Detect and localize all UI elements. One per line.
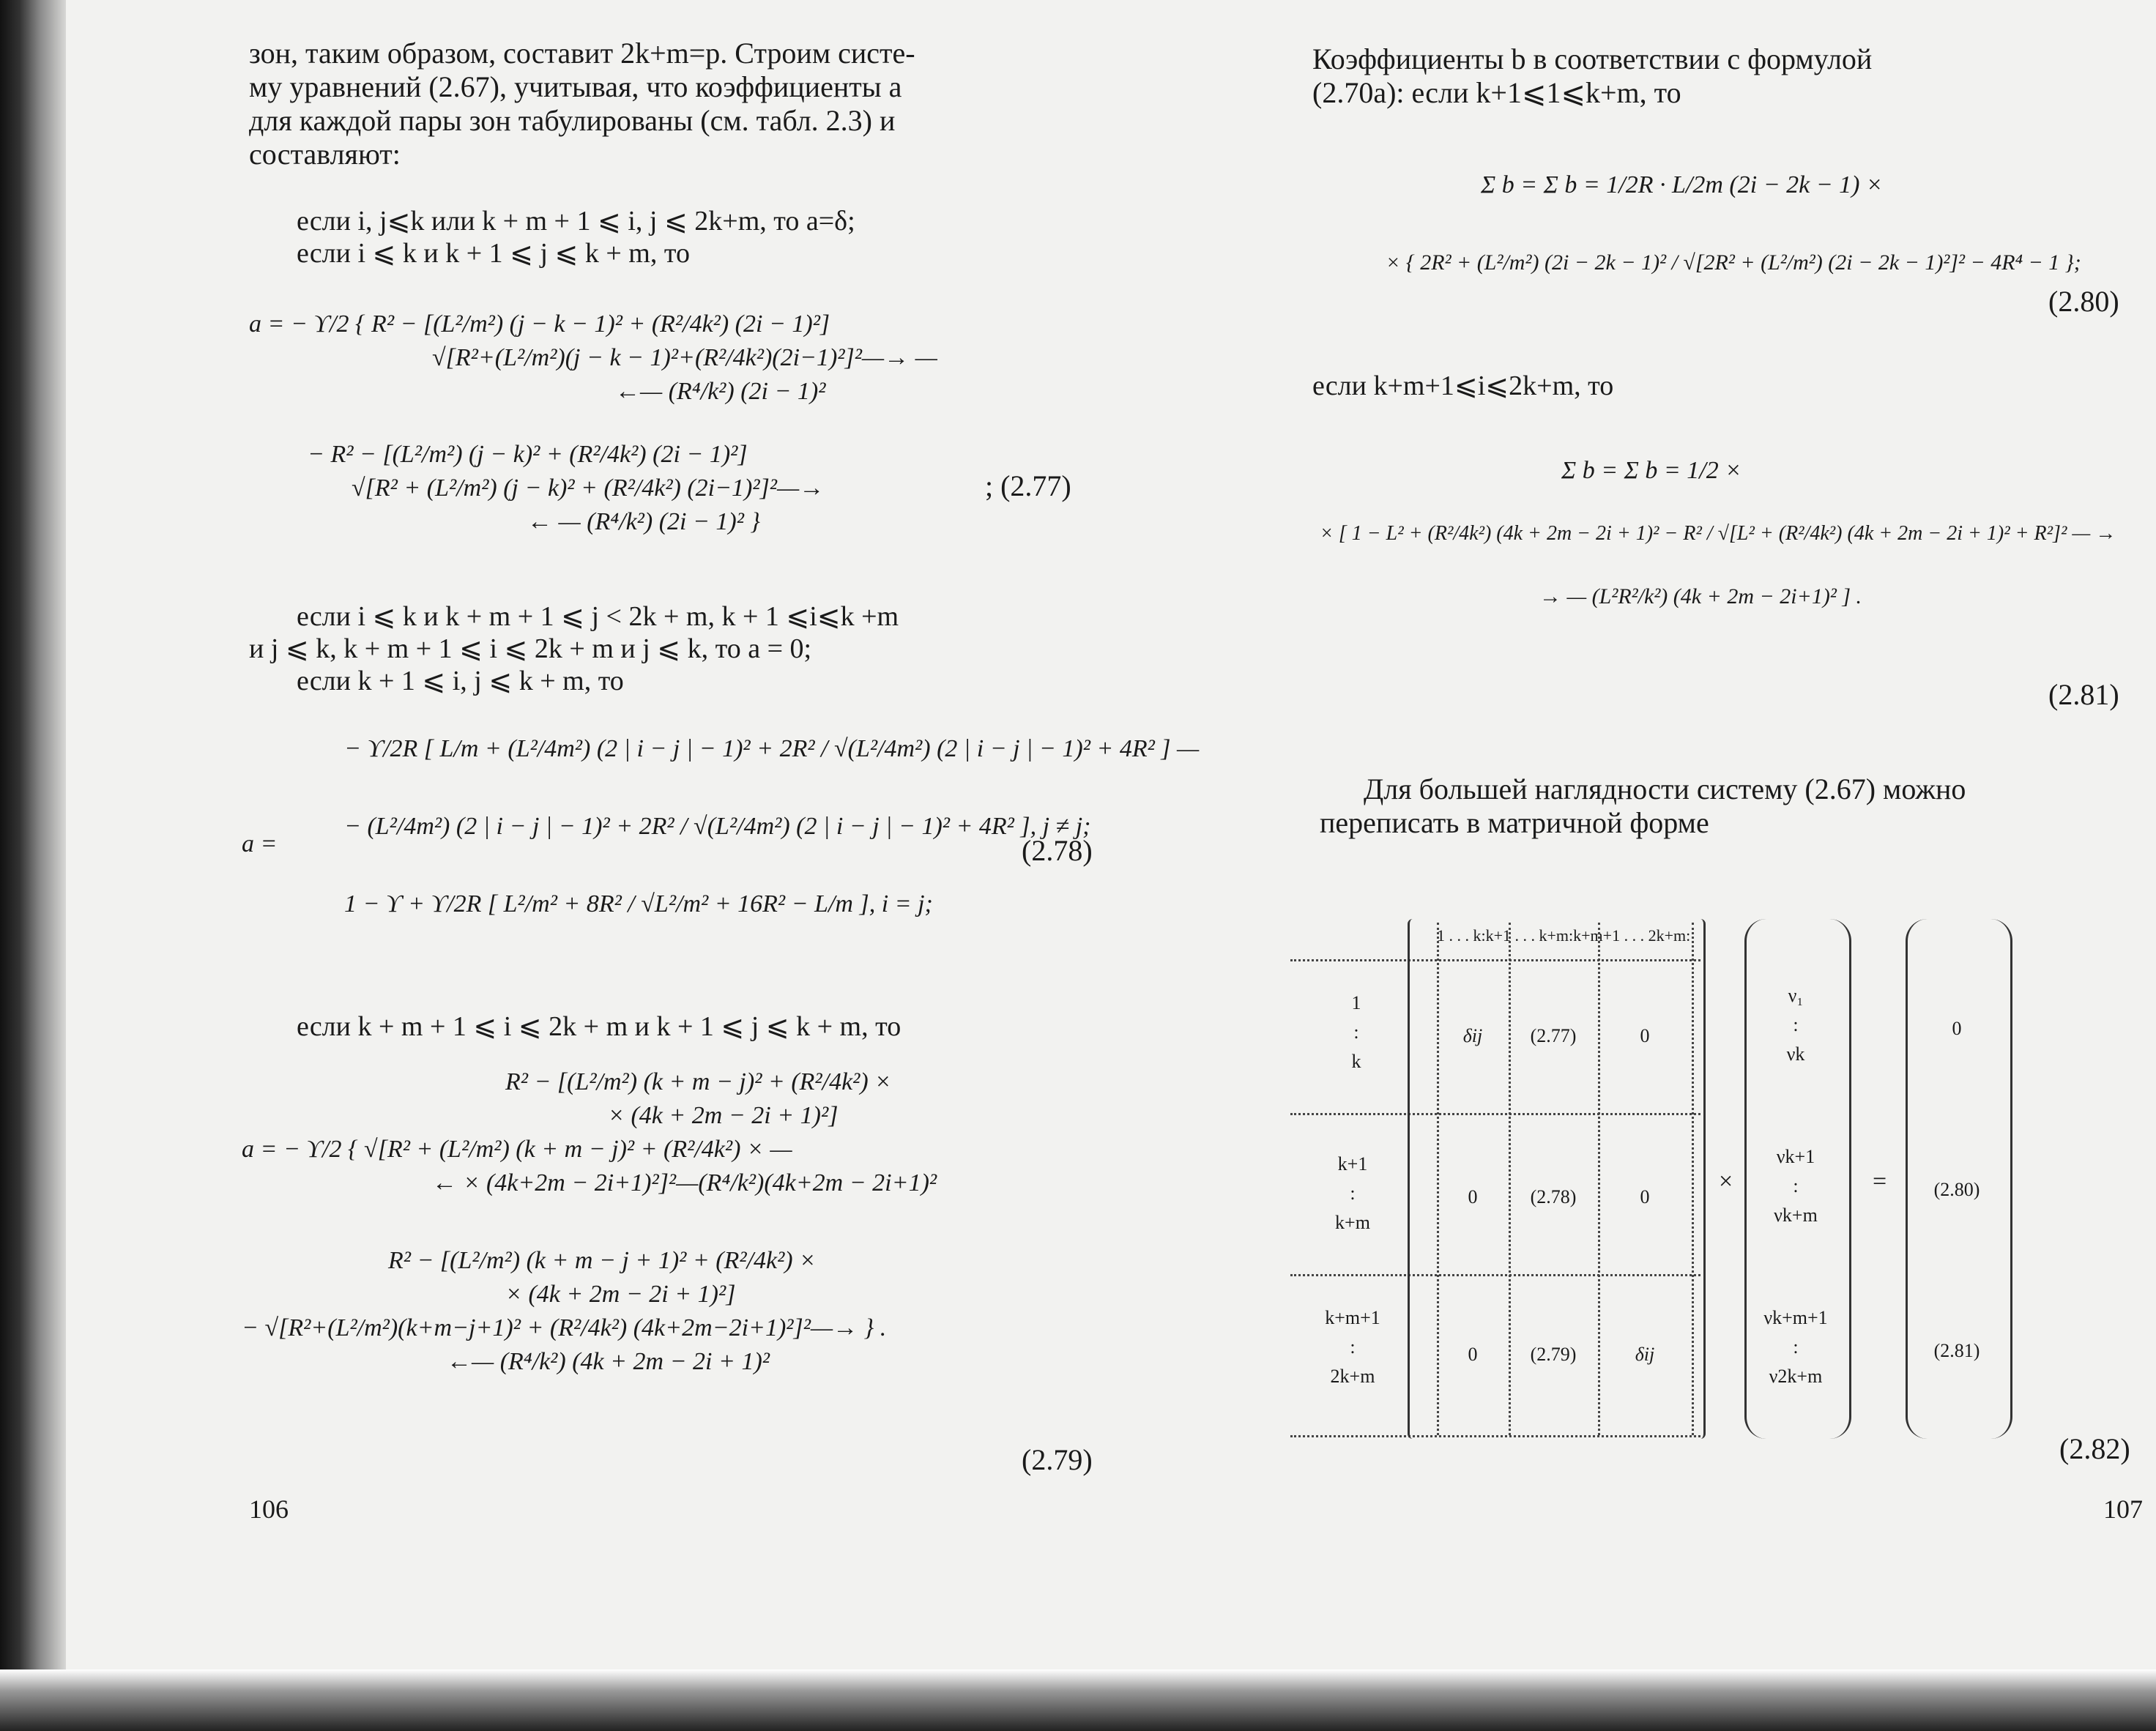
equation-line: Σ b = Σ b = 1/2 × bbox=[1561, 457, 1742, 484]
vector-entry: : bbox=[1793, 1014, 1799, 1035]
equation-line: ← — (R⁴/k²) (2i − 1)² } bbox=[527, 508, 761, 535]
matrix-row-label bbox=[1312, 1303, 1393, 1391]
equation-2-81 bbox=[1320, 454, 2116, 614]
vector-entry: : bbox=[1793, 1336, 1799, 1358]
matrix-divider bbox=[1290, 1274, 1700, 1276]
vector-entry: : bbox=[1793, 1175, 1799, 1196]
equation-line: × (4k + 2m − 2i + 1)²] bbox=[505, 1281, 736, 1308]
equation-lhs: a = bbox=[242, 830, 278, 857]
right-page bbox=[1078, 0, 2156, 1731]
rhs-entry: (2.81) bbox=[1933, 1340, 1980, 1361]
equation-line: × (4k + 2m − 2i + 1)²] bbox=[608, 1102, 839, 1129]
matrix-left-paren bbox=[1408, 919, 1413, 1439]
equation-number-2-82: (2.82) bbox=[2059, 1432, 2130, 1465]
matrix-cell: δij bbox=[1635, 1344, 1655, 1365]
equation-line: √[R² + (L²/m²) (j − k)² + (R²/4k²) (2i−1)²]²—→ bbox=[352, 474, 825, 502]
matrix-row-label bbox=[1334, 989, 1378, 1076]
condition-line: если k + 1 ⩽ i, j ⩽ k + m, то bbox=[297, 666, 624, 696]
equation-line: a = − ϒ/2 { √[R² + (L²/m²) (k + m − j)² + (R²/4k²) × — bbox=[242, 1136, 792, 1163]
left-intro-line: зон, таким образом, составит 2k+m=p. Строим систе- bbox=[249, 37, 915, 70]
matrix-right-paren bbox=[1700, 919, 1706, 1439]
equals-sign: = bbox=[1873, 1168, 1887, 1195]
equation-2-80 bbox=[1386, 168, 2081, 280]
equation-line: ←— (R⁴/k²) (4k + 2m − 2i + 1)² bbox=[447, 1348, 770, 1375]
condition-block-1 bbox=[297, 205, 855, 269]
equation-line: × { 2R² + (L²/m²) (2i − 2k − 1)² / √[2R² + (L²/m²) (2i − 2k − 1)²]² − 4R⁴ − 1 }; bbox=[1386, 250, 2081, 275]
equation-line: → — (L²R²/k²) (4k + 2m − 2i+1)² ] . bbox=[1539, 584, 1862, 608]
vector-entry: ν2k+m bbox=[1769, 1366, 1823, 1387]
equation-number-2-78: (2.78) bbox=[1022, 834, 1093, 867]
matrix-row-label bbox=[1320, 1150, 1386, 1237]
condition-block-3: если k + m + 1 ⩽ i ⩽ 2k + m и k + 1 ⩽ j ⩽ k + m, то bbox=[297, 1011, 902, 1042]
right-intro-line: Коэффициенты b в соответствии с формулой bbox=[1312, 42, 1873, 75]
equation-line: − √[R²+(L²/m²)(k+m−j+1)² + (R²/4k²) (4k+2m−2i+1)²]²—→ } . bbox=[242, 1314, 887, 1341]
row-label-text: 1 bbox=[1351, 992, 1361, 1013]
matrix-equation-2-82 bbox=[1290, 915, 2133, 1442]
equation-number-2-79: (2.79) bbox=[1022, 1443, 1093, 1476]
left-intro-line: для каждой пары зон табулированы (см. табл. 2.3) и bbox=[249, 104, 896, 137]
equation-line: ← × (4k+2m − 2i+1)²]²—(R⁴/k²)(4k+2m − 2i+1)² bbox=[432, 1169, 937, 1196]
row-label-text: k+1 bbox=[1337, 1153, 1368, 1175]
equation-line: − (L²/4m²) (2 | i − j | − 1)² + 2R² / √(L²/4m²) (2 | i − j | − 1)² + 4R² ], j ≠ j; bbox=[344, 813, 1091, 840]
condition-line: и j ⩽ k, k + m + 1 ⩽ i ⩽ 2k + m и j ⩽ k, то a = 0; bbox=[249, 633, 812, 664]
matrix-cell: (2.77) bbox=[1530, 1025, 1577, 1046]
condition-line: если i, j⩽k или k + m + 1 ⩽ i, j ⩽ 2k+m, то a=δ; bbox=[297, 206, 855, 237]
row-label-text: 2k+m bbox=[1330, 1366, 1375, 1387]
condition-line: если i ⩽ k и k + m + 1 ⩽ j < 2k + m, k + 1 ⩽i⩽k +m bbox=[297, 601, 899, 632]
equation-number-2-81: (2.81) bbox=[2048, 678, 2119, 711]
equation-2-78 bbox=[242, 732, 1199, 921]
vector-entry: νk+m bbox=[1774, 1205, 1818, 1226]
matrix-cell: 0 bbox=[1468, 1186, 1478, 1207]
vector-entry: νk+m+1 bbox=[1763, 1307, 1828, 1328]
equation-2-79 bbox=[242, 1065, 937, 1379]
matrix-cell: 0 bbox=[1640, 1186, 1650, 1207]
vector-entry-group bbox=[1744, 1142, 1847, 1230]
times-sign: × bbox=[1719, 1168, 1733, 1195]
matrix-cell: (2.78) bbox=[1530, 1186, 1577, 1207]
paragraph-line: Для большей наглядности систему (2.67) можно bbox=[1364, 773, 1966, 805]
matrix-cell: 0 bbox=[1640, 1025, 1650, 1046]
equation-line: a = − ϒ/2 { R² − [(L²/m²) (j − k − 1)² + (R²/4k²) (2i − 1)²] bbox=[249, 310, 830, 338]
row-label-text: k+m bbox=[1335, 1212, 1370, 1233]
rhs-entry: 0 bbox=[1952, 1018, 1962, 1039]
page-number-right: 107 bbox=[2103, 1494, 2143, 1524]
matrix-divider bbox=[1290, 1435, 1700, 1437]
equation-line: R² − [(L²/m²) (k + m − j + 1)² + (R²/4k²) × bbox=[388, 1247, 817, 1274]
equation-2-77 bbox=[249, 308, 937, 539]
vector-entry: νk bbox=[1786, 1043, 1805, 1065]
equation-line: − ϒ/2R [ L/m + (L²/4m²) (2 | i − j | − 1)² + 2R² / √(L²/4m²) (2 | i − j | − 1)² + 4R² ] — bbox=[344, 735, 1200, 762]
vector-entry-group bbox=[1744, 1303, 1847, 1391]
matrix-cell: (2.79) bbox=[1530, 1344, 1577, 1365]
left-intro-paragraph bbox=[249, 37, 1113, 171]
condition-block-2 bbox=[249, 600, 899, 697]
paragraph-line: переписать в матричной форме bbox=[1320, 806, 1709, 839]
equation-line: 1 − ϒ + ϒ/2R [ L²/m² + 8R² / √L²/m² + 16R² − L/m ], i = j; bbox=[344, 890, 933, 917]
right-condition: если k+m+1⩽i⩽2k+m, то bbox=[1312, 371, 1614, 401]
left-intro-line: му уравнений (2.67), учитывая, что коэффициенты a bbox=[249, 70, 902, 103]
left-intro-line: составляют: bbox=[249, 138, 401, 171]
equation-line: R² − [(L²/m²) (k + m − j)² + (R²/4k²) × bbox=[505, 1068, 892, 1095]
matrix-column-header: 1 . . . k:k+1 . . . k+m:k+m+1 . . . 2k+m: bbox=[1437, 926, 1691, 945]
equation-number-2-77: ; (2.77) bbox=[985, 469, 1071, 502]
equation-number-2-80: (2.80) bbox=[2048, 285, 2119, 318]
vector-entry: νk+1 bbox=[1776, 1146, 1815, 1167]
matrix-cell: δij bbox=[1462, 1025, 1483, 1046]
row-label-text: k+m+1 bbox=[1325, 1307, 1380, 1328]
row-label-text: : bbox=[1350, 1336, 1356, 1358]
scan-bottom-edge bbox=[0, 1669, 2156, 1731]
matrix-divider bbox=[1290, 1113, 1700, 1115]
page-number-left: 106 bbox=[249, 1494, 289, 1524]
equation-line: Σ b = Σ b = 1/2R · L/2m (2i − 2k − 1) × bbox=[1481, 171, 1883, 198]
vector-entry: ν₁ bbox=[1788, 985, 1804, 1006]
matrix-divider bbox=[1290, 959, 1700, 961]
rhs-entry: (2.80) bbox=[1933, 1179, 1980, 1200]
equation-line: × [ 1 − L² + (R²/4k²) (4k + 2m − 2i + 1)² − R² / √[L² + (R²/4k²) (4k + 2m − 2i + 1)² + R²]² — → bbox=[1320, 522, 2116, 545]
condition-line: если i ⩽ k и k + 1 ⩽ j ⩽ k + m, то bbox=[297, 238, 690, 269]
right-paragraph-2 bbox=[1320, 773, 2133, 840]
equation-line: ←— (R⁴/k²) (2i − 1)² bbox=[615, 378, 826, 405]
equation-line: √[R²+(L²/m²)(j − k − 1)²+(R²/4k²)(2i−1)²]²—→ — bbox=[432, 344, 937, 371]
right-intro-line: (2.70a): если k+1⩽1⩽k+m, то bbox=[1312, 76, 1681, 109]
vector-entry-group bbox=[1744, 981, 1847, 1069]
matrix-cell: 0 bbox=[1468, 1344, 1478, 1365]
row-label-text: : bbox=[1350, 1183, 1356, 1204]
matrix-divider bbox=[1692, 923, 1694, 1435]
row-label-text: k bbox=[1351, 1051, 1361, 1072]
row-label-text: : bbox=[1353, 1021, 1359, 1043]
equation-line: − R² − [(L²/m²) (j − k)² + (R²/4k²) (2i − 1)²] bbox=[308, 441, 748, 468]
right-intro-paragraph bbox=[1312, 42, 2133, 110]
